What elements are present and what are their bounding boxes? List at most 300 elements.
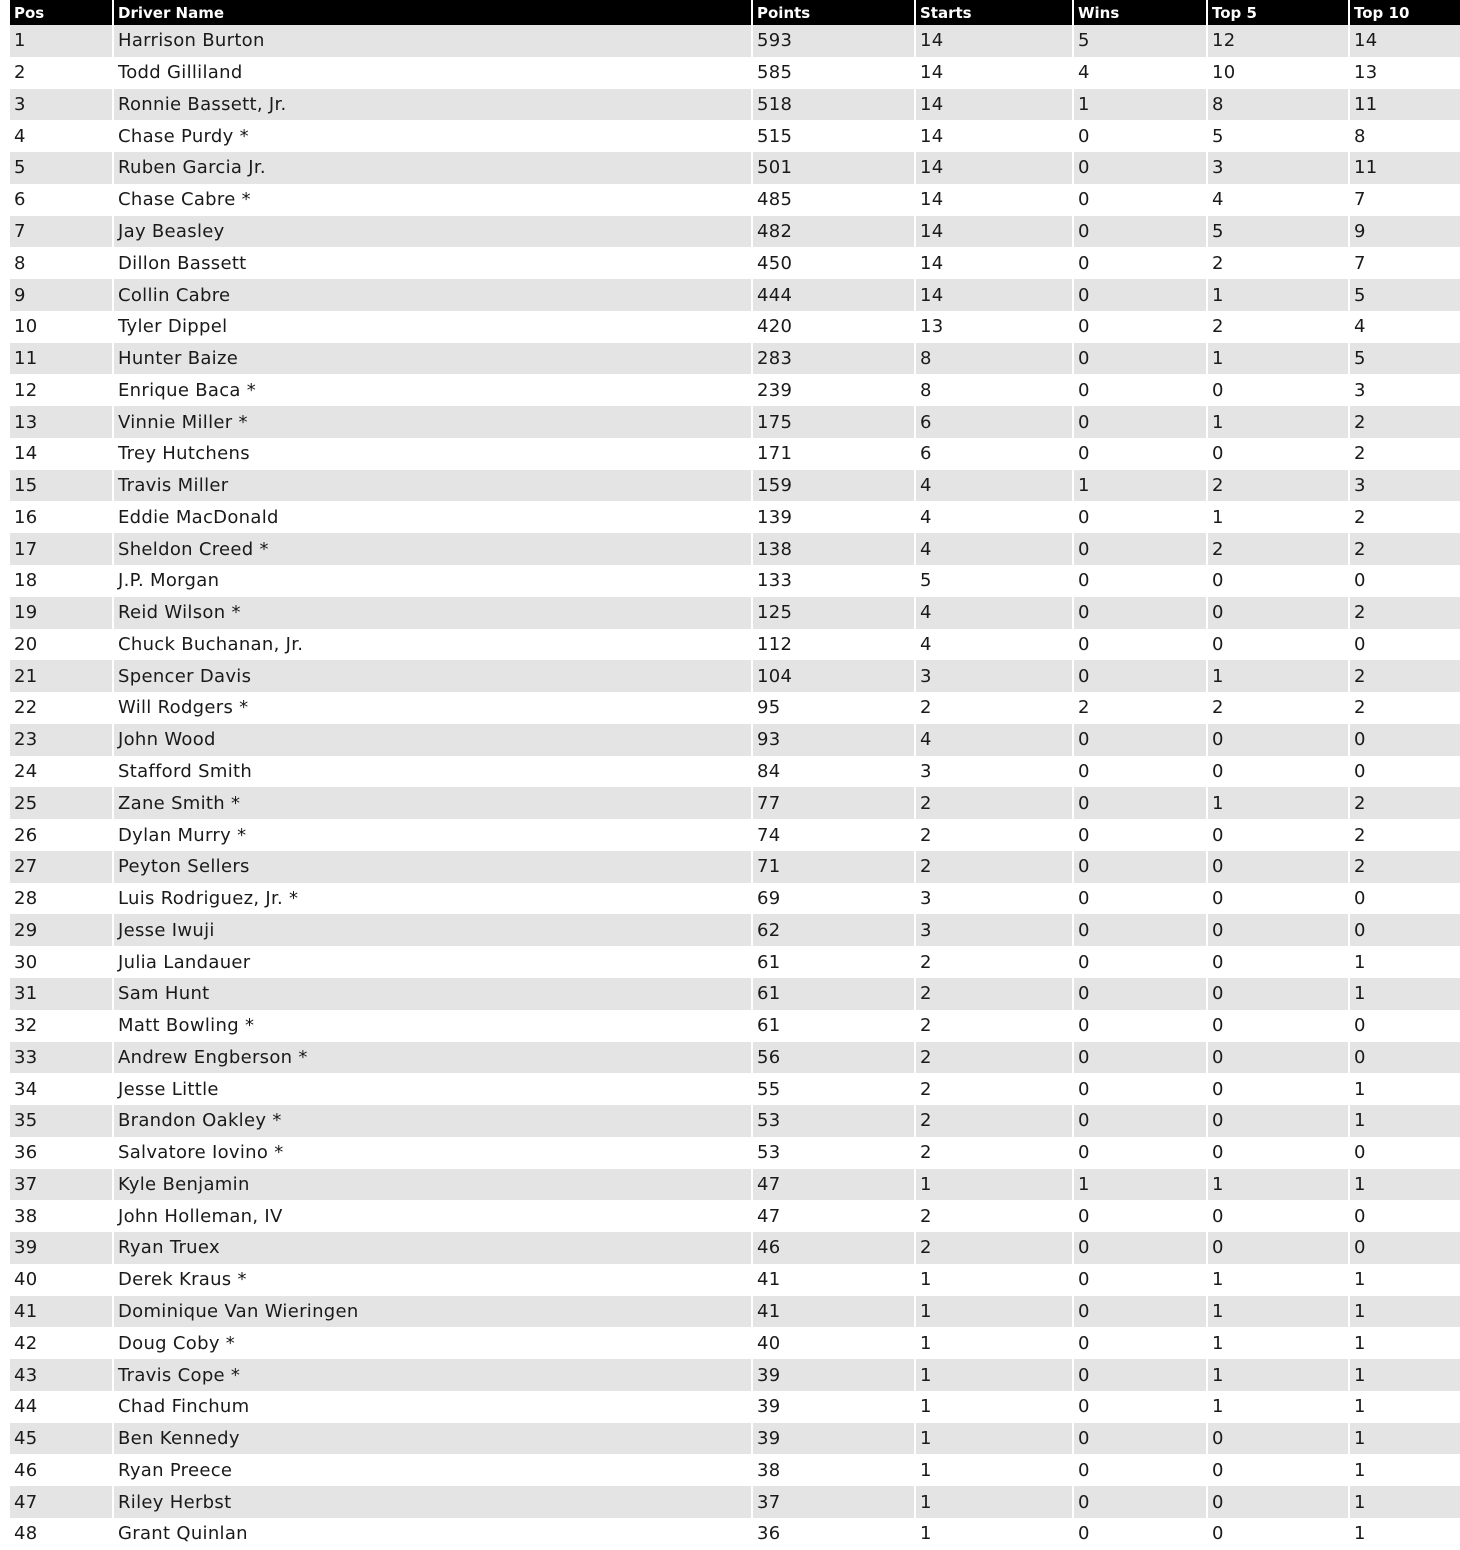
cell-points: 41 (752, 1296, 915, 1328)
cell-top10: 0 (1349, 883, 1460, 915)
cell-driver-name: Matt Bowling * (113, 1010, 752, 1042)
table-row (10, 1486, 1460, 1518)
table-row (10, 1073, 1460, 1105)
cell-starts: 2 (915, 946, 1073, 978)
cell-pos: 25 (14, 792, 38, 814)
cell-top5: 0 (1207, 756, 1349, 788)
cell-pos: 1 (14, 30, 26, 52)
cell-driver-name: Grant Quinlan (113, 1518, 752, 1550)
table-row (10, 374, 1460, 406)
cell-top5: 1 (1207, 501, 1349, 533)
cell-pos: 26 (14, 824, 38, 846)
cell-starts: 2 (915, 1105, 1073, 1137)
cell-driver-name: Ronnie Bassett, Jr. (113, 89, 752, 121)
cell-starts: 14 (915, 152, 1073, 184)
cell-starts: 14 (915, 184, 1073, 216)
cell-driver-name: Trey Hutchens (113, 438, 752, 470)
cell-points: 46 (752, 1232, 915, 1264)
cell-starts: 1 (915, 1264, 1073, 1296)
table-row (10, 1296, 1460, 1328)
table-row (10, 1454, 1460, 1486)
cell-wins: 0 (1073, 597, 1207, 629)
cell-driver-name: Ben Kennedy (113, 1423, 752, 1455)
cell-top5: 0 (1207, 629, 1349, 661)
cell-top10: 1 (1349, 1391, 1460, 1423)
cell-top5: 10 (1207, 57, 1349, 89)
cell-driver-name: Zane Smith * (113, 787, 752, 819)
cell-wins: 0 (1073, 438, 1207, 470)
cell-wins: 0 (1073, 1391, 1207, 1423)
cell-top5: 1 (1207, 1264, 1349, 1296)
cell-driver-name: Derek Kraus * (113, 1264, 752, 1296)
cell-points: 47 (752, 1169, 915, 1201)
cell-starts: 8 (915, 374, 1073, 406)
cell-driver-name: Jesse Iwuji (113, 914, 752, 946)
cell-pos: 18 (14, 570, 38, 592)
cell-points: 133 (752, 565, 915, 597)
cell-wins: 0 (1073, 565, 1207, 597)
table-row (10, 629, 1460, 661)
table-row (10, 311, 1460, 343)
cell-top10: 2 (1349, 692, 1460, 724)
table-row (10, 25, 1460, 57)
cell-points: 283 (752, 343, 915, 375)
cell-top5: 0 (1207, 819, 1349, 851)
cell-top5: 2 (1207, 692, 1349, 724)
cell-points: 61 (752, 1010, 915, 1042)
cell-points: 104 (752, 660, 915, 692)
cell-top10: 1 (1349, 1073, 1460, 1105)
cell-pos: 23 (14, 729, 38, 751)
cell-wins: 0 (1073, 120, 1207, 152)
cell-driver-name: Ryan Preece (113, 1454, 752, 1486)
cell-points: 171 (752, 438, 915, 470)
cell-wins: 0 (1073, 946, 1207, 978)
cell-points: 95 (752, 692, 915, 724)
cell-top5: 5 (1207, 120, 1349, 152)
cell-starts: 2 (915, 787, 1073, 819)
cell-top10: 9 (1349, 216, 1460, 248)
cell-wins: 0 (1073, 533, 1207, 565)
cell-wins: 1 (1073, 1169, 1207, 1201)
cell-top10: 11 (1349, 89, 1460, 121)
cell-starts: 1 (915, 1518, 1073, 1550)
cell-top10: 0 (1349, 1200, 1460, 1232)
cell-top5: 2 (1207, 247, 1349, 279)
cell-top10: 3 (1349, 374, 1460, 406)
cell-points: 36 (752, 1518, 915, 1550)
cell-driver-name: J.P. Morgan (113, 565, 752, 597)
cell-points: 55 (752, 1073, 915, 1105)
cell-pos: 19 (14, 602, 38, 624)
cell-pos: 2 (14, 62, 26, 84)
cell-wins: 1 (1073, 89, 1207, 121)
cell-top10: 2 (1349, 438, 1460, 470)
cell-driver-name: Collin Cabre (113, 279, 752, 311)
cell-wins: 0 (1073, 501, 1207, 533)
cell-top5: 0 (1207, 1042, 1349, 1074)
cell-wins: 0 (1073, 914, 1207, 946)
header-top5: Top 5 (1207, 0, 1349, 25)
cell-top5: 0 (1207, 438, 1349, 470)
table-row (10, 1264, 1460, 1296)
cell-pos: 4 (14, 125, 26, 147)
standings-body (10, 25, 1460, 1550)
cell-pos: 12 (14, 379, 38, 401)
table-row (10, 565, 1460, 597)
cell-starts: 2 (915, 1073, 1073, 1105)
table-row (10, 184, 1460, 216)
cell-driver-name: Harrison Burton (113, 25, 752, 57)
table-row (10, 1327, 1460, 1359)
cell-top10: 0 (1349, 1232, 1460, 1264)
cell-starts: 14 (915, 57, 1073, 89)
cell-pos: 36 (14, 1142, 38, 1164)
cell-points: 61 (752, 946, 915, 978)
cell-top5: 0 (1207, 1454, 1349, 1486)
cell-wins: 0 (1073, 756, 1207, 788)
cell-top5: 1 (1207, 660, 1349, 692)
cell-points: 74 (752, 819, 915, 851)
cell-starts: 1 (915, 1454, 1073, 1486)
cell-wins: 0 (1073, 819, 1207, 851)
cell-pos: 5 (14, 157, 26, 179)
table-row (10, 819, 1460, 851)
cell-pos: 13 (14, 411, 38, 433)
cell-starts: 3 (915, 660, 1073, 692)
cell-top10: 14 (1349, 25, 1460, 57)
cell-starts: 1 (915, 1169, 1073, 1201)
cell-points: 56 (752, 1042, 915, 1074)
table-row (10, 1105, 1460, 1137)
cell-points: 420 (752, 311, 915, 343)
cell-starts: 13 (915, 311, 1073, 343)
table-row (10, 1359, 1460, 1391)
cell-points: 450 (752, 247, 915, 279)
cell-starts: 1 (915, 1327, 1073, 1359)
cell-top10: 2 (1349, 851, 1460, 883)
cell-wins: 0 (1073, 247, 1207, 279)
cell-points: 482 (752, 216, 915, 248)
cell-starts: 6 (915, 438, 1073, 470)
table-row (10, 152, 1460, 184)
cell-starts: 4 (915, 724, 1073, 756)
cell-points: 175 (752, 406, 915, 438)
cell-pos: 16 (14, 506, 38, 528)
table-row (10, 946, 1460, 978)
table-row (10, 120, 1460, 152)
cell-wins: 0 (1073, 883, 1207, 915)
header-row (10, 0, 1460, 25)
table-row (10, 57, 1460, 89)
cell-pos: 7 (14, 220, 26, 242)
header-top10: Top 10 (1349, 0, 1460, 25)
cell-driver-name: Sheldon Creed * (113, 533, 752, 565)
cell-starts: 14 (915, 279, 1073, 311)
cell-top5: 0 (1207, 851, 1349, 883)
cell-top10: 0 (1349, 565, 1460, 597)
cell-points: 112 (752, 629, 915, 661)
cell-top10: 2 (1349, 406, 1460, 438)
cell-starts: 4 (915, 533, 1073, 565)
cell-wins: 0 (1073, 660, 1207, 692)
cell-driver-name: Enrique Baca * (113, 374, 752, 406)
cell-starts: 2 (915, 1232, 1073, 1264)
cell-driver-name: Dylan Murry * (113, 819, 752, 851)
cell-driver-name: Dominique Van Wieringen (113, 1296, 752, 1328)
cell-top10: 5 (1349, 279, 1460, 311)
cell-points: 37 (752, 1486, 915, 1518)
table-row (10, 89, 1460, 121)
cell-pos: 41 (14, 1301, 38, 1322)
cell-points: 138 (752, 533, 915, 565)
cell-starts: 1 (915, 1391, 1073, 1423)
cell-top10: 2 (1349, 660, 1460, 692)
cell-starts: 4 (915, 470, 1073, 502)
cell-top10: 1 (1349, 1454, 1460, 1486)
cell-wins: 0 (1073, 1296, 1207, 1328)
cell-driver-name: Stafford Smith (113, 756, 752, 788)
cell-pos: 28 (14, 888, 38, 910)
cell-top5: 1 (1207, 1391, 1349, 1423)
cell-driver-name: Vinnie Miller * (113, 406, 752, 438)
cell-wins: 0 (1073, 343, 1207, 375)
cell-driver-name: Peyton Sellers (113, 851, 752, 883)
cell-starts: 2 (915, 978, 1073, 1010)
cell-top5: 0 (1207, 1200, 1349, 1232)
cell-wins: 0 (1073, 1518, 1207, 1550)
cell-points: 62 (752, 914, 915, 946)
cell-wins: 0 (1073, 1137, 1207, 1169)
cell-top5: 2 (1207, 533, 1349, 565)
cell-driver-name: Andrew Engberson * (113, 1042, 752, 1074)
cell-top5: 4 (1207, 184, 1349, 216)
cell-top10: 1 (1349, 1264, 1460, 1296)
cell-pos: 31 (14, 983, 38, 1005)
cell-wins: 0 (1073, 1073, 1207, 1105)
table-row (10, 692, 1460, 724)
cell-pos: 20 (14, 633, 38, 655)
cell-top5: 0 (1207, 1073, 1349, 1105)
cell-points: 485 (752, 184, 915, 216)
cell-wins: 0 (1073, 406, 1207, 438)
cell-top5: 0 (1207, 1137, 1349, 1169)
cell-top5: 1 (1207, 787, 1349, 819)
cell-wins: 4 (1073, 57, 1207, 89)
cell-points: 593 (752, 25, 915, 57)
cell-top5: 1 (1207, 279, 1349, 311)
header-points: Points (752, 0, 915, 25)
cell-driver-name: Ryan Truex (113, 1232, 752, 1264)
cell-top5: 1 (1207, 406, 1349, 438)
cell-pos: 39 (14, 1237, 38, 1259)
cell-wins: 0 (1073, 851, 1207, 883)
cell-top5: 3 (1207, 152, 1349, 184)
cell-wins: 0 (1073, 1486, 1207, 1518)
cell-top10: 1 (1349, 1105, 1460, 1137)
cell-starts: 2 (915, 692, 1073, 724)
cell-points: 39 (752, 1359, 915, 1391)
cell-top10: 8 (1349, 120, 1460, 152)
table-row (10, 470, 1460, 502)
table-row (10, 247, 1460, 279)
cell-wins: 5 (1073, 25, 1207, 57)
cell-wins: 0 (1073, 787, 1207, 819)
cell-top10: 0 (1349, 1010, 1460, 1042)
cell-points: 40 (752, 1327, 915, 1359)
cell-driver-name: Jay Beasley (113, 216, 752, 248)
cell-wins: 0 (1073, 1232, 1207, 1264)
cell-pos: 37 (14, 1173, 38, 1195)
header-pos: Pos (14, 3, 45, 22)
table-row (10, 1423, 1460, 1455)
cell-points: 47 (752, 1200, 915, 1232)
cell-top10: 0 (1349, 756, 1460, 788)
cell-top5: 0 (1207, 597, 1349, 629)
cell-top10: 1 (1349, 1359, 1460, 1391)
cell-points: 239 (752, 374, 915, 406)
cell-wins: 0 (1073, 1105, 1207, 1137)
cell-points: 585 (752, 57, 915, 89)
cell-points: 69 (752, 883, 915, 915)
cell-driver-name: Luis Rodriguez, Jr. * (113, 883, 752, 915)
cell-starts: 8 (915, 343, 1073, 375)
table-row (10, 279, 1460, 311)
cell-driver-name: Tyler Dippel (113, 311, 752, 343)
cell-pos: 35 (14, 1110, 38, 1132)
cell-points: 53 (752, 1137, 915, 1169)
cell-top10: 13 (1349, 57, 1460, 89)
cell-pos: 45 (14, 1428, 38, 1450)
cell-top10: 0 (1349, 724, 1460, 756)
table-row (10, 597, 1460, 629)
cell-points: 518 (752, 89, 915, 121)
cell-top10: 2 (1349, 501, 1460, 533)
cell-top5: 0 (1207, 1105, 1349, 1137)
table-row (10, 851, 1460, 883)
cell-driver-name: Travis Miller (113, 470, 752, 502)
cell-top5: 1 (1207, 343, 1349, 375)
cell-top5: 0 (1207, 1010, 1349, 1042)
cell-top10: 2 (1349, 533, 1460, 565)
cell-driver-name: Sam Hunt (113, 978, 752, 1010)
cell-top5: 1 (1207, 1296, 1349, 1328)
cell-top10: 2 (1349, 787, 1460, 819)
cell-starts: 14 (915, 247, 1073, 279)
cell-pos: 14 (14, 443, 38, 465)
cell-driver-name: Hunter Baize (113, 343, 752, 375)
table-row (10, 343, 1460, 375)
table-row (10, 914, 1460, 946)
cell-points: 444 (752, 279, 915, 311)
cell-starts: 2 (915, 819, 1073, 851)
cell-pos: 3 (14, 93, 26, 115)
cell-wins: 0 (1073, 1264, 1207, 1296)
cell-pos: 43 (14, 1364, 38, 1386)
cell-top5: 0 (1207, 565, 1349, 597)
cell-starts: 3 (915, 914, 1073, 946)
table-row (10, 1518, 1460, 1550)
cell-wins: 0 (1073, 311, 1207, 343)
cell-wins: 0 (1073, 279, 1207, 311)
cell-pos: 47 (14, 1491, 38, 1513)
table-row (10, 756, 1460, 788)
cell-driver-name: Jesse Little (113, 1073, 752, 1105)
cell-pos: 22 (14, 697, 38, 719)
cell-starts: 4 (915, 501, 1073, 533)
cell-top10: 11 (1349, 152, 1460, 184)
cell-starts: 14 (915, 216, 1073, 248)
table-row (10, 533, 1460, 565)
cell-starts: 14 (915, 25, 1073, 57)
cell-driver-name: John Wood (113, 724, 752, 756)
cell-points: 53 (752, 1105, 915, 1137)
cell-points: 41 (752, 1264, 915, 1296)
cell-top10: 7 (1349, 184, 1460, 216)
cell-pos: 42 (14, 1332, 38, 1354)
cell-starts: 1 (915, 1423, 1073, 1455)
cell-wins: 1 (1073, 470, 1207, 502)
cell-pos: 27 (14, 856, 38, 878)
cell-top10: 1 (1349, 1486, 1460, 1518)
cell-pos: 46 (14, 1459, 38, 1481)
cell-driver-name: Julia Landauer (113, 946, 752, 978)
cell-top5: 2 (1207, 311, 1349, 343)
cell-points: 515 (752, 120, 915, 152)
cell-driver-name: Travis Cope * (113, 1359, 752, 1391)
table-row (10, 724, 1460, 756)
cell-points: 39 (752, 1423, 915, 1455)
cell-top10: 1 (1349, 1169, 1460, 1201)
cell-top5: 1 (1207, 1327, 1349, 1359)
cell-pos: 48 (14, 1523, 38, 1545)
cell-wins: 0 (1073, 978, 1207, 1010)
cell-starts: 3 (915, 883, 1073, 915)
table-row (10, 1042, 1460, 1074)
cell-top10: 1 (1349, 1423, 1460, 1455)
cell-top5: 5 (1207, 216, 1349, 248)
cell-top5: 0 (1207, 1232, 1349, 1264)
cell-driver-name: Chase Purdy * (113, 120, 752, 152)
cell-pos: 29 (14, 919, 38, 941)
cell-pos: 9 (14, 284, 26, 306)
cell-pos: 21 (14, 665, 38, 687)
cell-pos: 10 (14, 316, 38, 338)
cell-driver-name: Spencer Davis (113, 660, 752, 692)
cell-top10: 1 (1349, 1518, 1460, 1550)
cell-top5: 8 (1207, 89, 1349, 121)
cell-top10: 2 (1349, 597, 1460, 629)
cell-driver-name: Chad Finchum (113, 1391, 752, 1423)
cell-starts: 2 (915, 1010, 1073, 1042)
table-row (10, 216, 1460, 248)
cell-wins: 0 (1073, 1010, 1207, 1042)
cell-top5: 1 (1207, 1169, 1349, 1201)
cell-wins: 0 (1073, 724, 1207, 756)
cell-top10: 1 (1349, 1327, 1460, 1359)
cell-top5: 0 (1207, 1423, 1349, 1455)
cell-pos: 32 (14, 1015, 38, 1037)
cell-starts: 2 (915, 1200, 1073, 1232)
cell-points: 139 (752, 501, 915, 533)
cell-top10: 1 (1349, 1296, 1460, 1328)
cell-wins: 0 (1073, 152, 1207, 184)
table-row (10, 438, 1460, 470)
cell-pos: 8 (14, 252, 26, 274)
cell-wins: 0 (1073, 374, 1207, 406)
cell-starts: 3 (915, 756, 1073, 788)
cell-top5: 0 (1207, 914, 1349, 946)
